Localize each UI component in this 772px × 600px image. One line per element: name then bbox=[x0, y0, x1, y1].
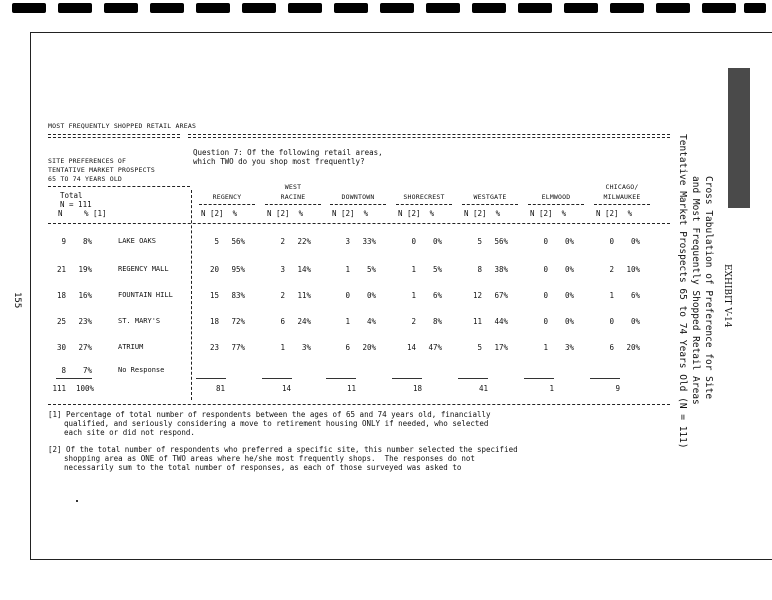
page-number: 155 bbox=[12, 292, 22, 309]
cell-count: 0 bbox=[543, 291, 548, 300]
subtotal-rule bbox=[392, 378, 422, 379]
cell-count: 1 bbox=[609, 291, 614, 300]
section-heading: MOST FREQUENTLY SHOPPED RETAIL AREAS bbox=[48, 122, 197, 130]
row-total-pct: 23% bbox=[78, 317, 92, 326]
cell-percent: 0% bbox=[564, 317, 574, 326]
total-header-rule bbox=[48, 186, 190, 187]
cell-percent: 17% bbox=[494, 343, 508, 352]
subtotal-rule bbox=[458, 378, 488, 379]
heading-rule-right bbox=[188, 137, 670, 138]
cell-count: 0 bbox=[609, 237, 614, 246]
column-subheader: N [2] % bbox=[267, 209, 304, 218]
punch-hole bbox=[196, 3, 230, 13]
cell-percent: 10% bbox=[626, 265, 640, 274]
punch-hole bbox=[242, 3, 276, 13]
row-site-name: ST. MARY'S bbox=[118, 317, 161, 325]
cell-count: 18 bbox=[209, 317, 219, 326]
cell-count: 1 bbox=[345, 317, 350, 326]
column-header-line2: REGENCY bbox=[212, 193, 242, 201]
cell-count: 20 bbox=[209, 265, 219, 274]
punch-hole bbox=[150, 3, 184, 13]
subtotal-rule bbox=[326, 378, 356, 379]
column-subheader: N [2] % bbox=[398, 209, 435, 218]
subtotal-rule bbox=[262, 378, 292, 379]
cell-count: 1 bbox=[411, 291, 416, 300]
punch-hole bbox=[610, 3, 644, 13]
cell-count: 3 bbox=[345, 237, 350, 246]
cell-count: 1 bbox=[411, 265, 416, 274]
cell-count: 6 bbox=[280, 317, 285, 326]
heading-rule bbox=[48, 134, 180, 135]
row-site-name: REGENCY MALL bbox=[118, 265, 169, 273]
cell-percent: 5% bbox=[366, 265, 376, 274]
row-total-pct: 19% bbox=[78, 265, 92, 274]
row-site-name: FOUNTAIN HILL bbox=[118, 291, 173, 299]
punch-hole bbox=[656, 3, 690, 13]
punch-hole bbox=[380, 3, 414, 13]
cell-count: 0 bbox=[345, 291, 350, 300]
column-total: 18 bbox=[412, 384, 422, 393]
subtotal-rule bbox=[196, 378, 226, 379]
cell-percent: 67% bbox=[494, 291, 508, 300]
cell-percent: 20% bbox=[626, 343, 640, 352]
row-total-n: 21 bbox=[56, 265, 66, 274]
cell-count: 0 bbox=[543, 317, 548, 326]
footnote-1: each site or did not respond. bbox=[64, 428, 195, 437]
cell-count: 2 bbox=[411, 317, 416, 326]
column-header-rule bbox=[199, 204, 255, 205]
punch-hole bbox=[564, 3, 598, 13]
column-subheader: N [2] % bbox=[332, 209, 369, 218]
site-preferences-header: TENTATIVE MARKET PROSPECTS bbox=[48, 166, 155, 174]
cell-percent: 0% bbox=[630, 317, 640, 326]
column-subheader: N [2] % bbox=[201, 209, 238, 218]
cell-percent: 44% bbox=[494, 317, 508, 326]
column-total: 14 bbox=[281, 384, 291, 393]
question-text: which TWO do you shop most frequently? bbox=[193, 157, 365, 166]
site-preferences-header: SITE PREFERENCES OF bbox=[48, 157, 127, 165]
cell-percent: 56% bbox=[231, 237, 245, 246]
exhibit-title: Tentative Market Prospects 65 to 74 Years Old (N = 111) bbox=[677, 134, 688, 449]
exhibit-title: Cross Tabulation of Preference for Site bbox=[703, 176, 714, 400]
cell-percent: 0% bbox=[564, 237, 574, 246]
column-header-line2: DOWNTOWN bbox=[341, 193, 375, 201]
punch-hole bbox=[58, 3, 92, 13]
total-col-pct: % [1] bbox=[84, 209, 107, 218]
cell-count: 14 bbox=[406, 343, 416, 352]
column-header-rule bbox=[594, 204, 650, 205]
cell-percent: 11% bbox=[297, 291, 311, 300]
cell-percent: 38% bbox=[494, 265, 508, 274]
column-header-line1: CHICAGO/ bbox=[605, 183, 639, 191]
footnote-rule bbox=[48, 404, 670, 405]
cell-count: 11 bbox=[472, 317, 482, 326]
cell-count: 6 bbox=[345, 343, 350, 352]
punch-hole bbox=[472, 3, 506, 13]
column-header-rule bbox=[265, 204, 321, 205]
exhibit-label: EXHIBIT V-14 bbox=[722, 264, 732, 328]
column-header-rule bbox=[528, 204, 584, 205]
cell-percent: 33% bbox=[362, 237, 376, 246]
cell-percent: 56% bbox=[494, 237, 508, 246]
cell-count: 2 bbox=[280, 291, 285, 300]
no-response-pct: 7% bbox=[82, 366, 92, 375]
column-header-line2: MILWAUKEE bbox=[603, 193, 641, 201]
cell-percent: 95% bbox=[231, 265, 245, 274]
column-subheader: N [2] % bbox=[596, 209, 633, 218]
cell-percent: 83% bbox=[231, 291, 245, 300]
column-subheader: N [2] % bbox=[530, 209, 567, 218]
cell-percent: 0% bbox=[630, 237, 640, 246]
total-pct-value: 100% bbox=[75, 384, 94, 393]
column-total: 9 bbox=[615, 384, 620, 393]
total-label: Total bbox=[60, 191, 83, 200]
row-total-n: 25 bbox=[56, 317, 66, 326]
cell-percent: 0% bbox=[564, 291, 574, 300]
row-site-name: ATRIUM bbox=[118, 343, 144, 351]
column-total: 11 bbox=[346, 384, 356, 393]
column-header-line2: ELMWOOD bbox=[541, 193, 571, 201]
cell-count: 2 bbox=[280, 237, 285, 246]
question-text: Question 7: Of the following retail areas, bbox=[193, 148, 383, 157]
column-header-line1: WEST bbox=[284, 183, 302, 191]
column-header-rule bbox=[462, 204, 518, 205]
cell-count: 1 bbox=[543, 343, 548, 352]
punch-hole bbox=[104, 3, 138, 13]
footnote-1: qualified, and seriously considering a move to retirement housing ONLY if needed, who selected bbox=[64, 419, 489, 428]
row-site-name: LAKE OAKS bbox=[118, 237, 156, 245]
column-subheader: N [2] % bbox=[464, 209, 501, 218]
punch-hole bbox=[334, 3, 368, 13]
row-total-pct: 16% bbox=[78, 291, 92, 300]
punch-hole bbox=[744, 3, 766, 13]
column-total: 1 bbox=[549, 384, 554, 393]
cell-count: 6 bbox=[609, 343, 614, 352]
cell-count: 2 bbox=[609, 265, 614, 274]
cell-percent: 14% bbox=[297, 265, 311, 274]
cell-count: 1 bbox=[280, 343, 285, 352]
total-col-n: N bbox=[58, 209, 63, 218]
cell-percent: 4% bbox=[366, 317, 376, 326]
column-header-line2: SHORECREST bbox=[403, 193, 445, 201]
cell-count: 0 bbox=[609, 317, 614, 326]
heading-rule bbox=[48, 137, 180, 138]
column-header-line2: WESTGATE bbox=[473, 193, 507, 201]
column-total: 81 bbox=[215, 384, 225, 393]
footnote-2: necessarily sum to the total number of responses, as each of those surveyed was asked to bbox=[64, 463, 462, 472]
row-total-n: 30 bbox=[56, 343, 66, 352]
punch-hole bbox=[518, 3, 552, 13]
cell-count: 1 bbox=[345, 265, 350, 274]
tab-label bbox=[728, 68, 750, 208]
cell-percent: 0% bbox=[564, 265, 574, 274]
cell-count: 3 bbox=[280, 265, 285, 274]
heading-rule-right bbox=[188, 134, 670, 135]
cell-percent: 6% bbox=[630, 291, 640, 300]
row-total-pct: 27% bbox=[78, 343, 92, 352]
punch-hole bbox=[426, 3, 460, 13]
cell-percent: 3% bbox=[301, 343, 311, 352]
stray-mark bbox=[76, 500, 78, 502]
exhibit-title: and Most Frequently Shopped Retail Areas bbox=[690, 176, 701, 405]
punch-hole bbox=[12, 3, 46, 13]
no-response-label: No Response bbox=[118, 366, 165, 374]
row-total-n: 18 bbox=[56, 291, 66, 300]
header-bottom-rule bbox=[48, 223, 670, 224]
footnote-2: shopping area as ONE of TWO areas where he/she most frequently shops. The responses do not bbox=[64, 454, 475, 463]
subtotal-rule bbox=[524, 378, 554, 379]
subtotal-rule bbox=[590, 378, 620, 379]
footnote-1: [1] Percentage of total number of respondents between the ages of 65 and 74 years old, financially bbox=[48, 410, 491, 419]
cell-percent: 0% bbox=[366, 291, 376, 300]
cell-count: 0 bbox=[543, 265, 548, 274]
column-divider bbox=[191, 190, 192, 400]
cell-count: 23 bbox=[209, 343, 219, 352]
no-response-n: 8 bbox=[61, 366, 66, 375]
cell-percent: 5% bbox=[432, 265, 442, 274]
column-header-line2: RACINE bbox=[280, 193, 306, 201]
cell-percent: 20% bbox=[362, 343, 376, 352]
footnote-2: [2] Of the total number of respondents who preferred a specific site, this number selected the specified bbox=[48, 445, 518, 454]
cell-percent: 8% bbox=[432, 317, 442, 326]
cell-count: 0 bbox=[411, 237, 416, 246]
punch-hole bbox=[702, 3, 736, 13]
cell-percent: 24% bbox=[297, 317, 311, 326]
cell-percent: 3% bbox=[564, 343, 574, 352]
subtotal-rule bbox=[56, 378, 92, 379]
cell-count: 5 bbox=[477, 237, 482, 246]
punch-hole bbox=[288, 3, 322, 13]
cell-percent: 77% bbox=[231, 343, 245, 352]
column-header-rule bbox=[396, 204, 452, 205]
row-total-pct: 8% bbox=[82, 237, 92, 246]
cell-count: 12 bbox=[472, 291, 482, 300]
cell-percent: 22% bbox=[297, 237, 311, 246]
cell-count: 5 bbox=[477, 343, 482, 352]
column-total: 41 bbox=[478, 384, 488, 393]
cell-percent: 0% bbox=[432, 237, 442, 246]
cell-percent: 72% bbox=[231, 317, 245, 326]
site-preferences-header: 65 TO 74 YEARS OLD bbox=[48, 175, 123, 183]
total-n: N = 111 bbox=[60, 200, 92, 209]
cell-percent: 47% bbox=[428, 343, 442, 352]
cell-count: 15 bbox=[209, 291, 219, 300]
total-n-value: 111 bbox=[52, 384, 66, 393]
cell-percent: 6% bbox=[432, 291, 442, 300]
row-total-n: 9 bbox=[61, 237, 66, 246]
column-header-rule bbox=[330, 204, 386, 205]
cell-count: 0 bbox=[543, 237, 548, 246]
cell-count: 8 bbox=[477, 265, 482, 274]
cell-count: 5 bbox=[214, 237, 219, 246]
